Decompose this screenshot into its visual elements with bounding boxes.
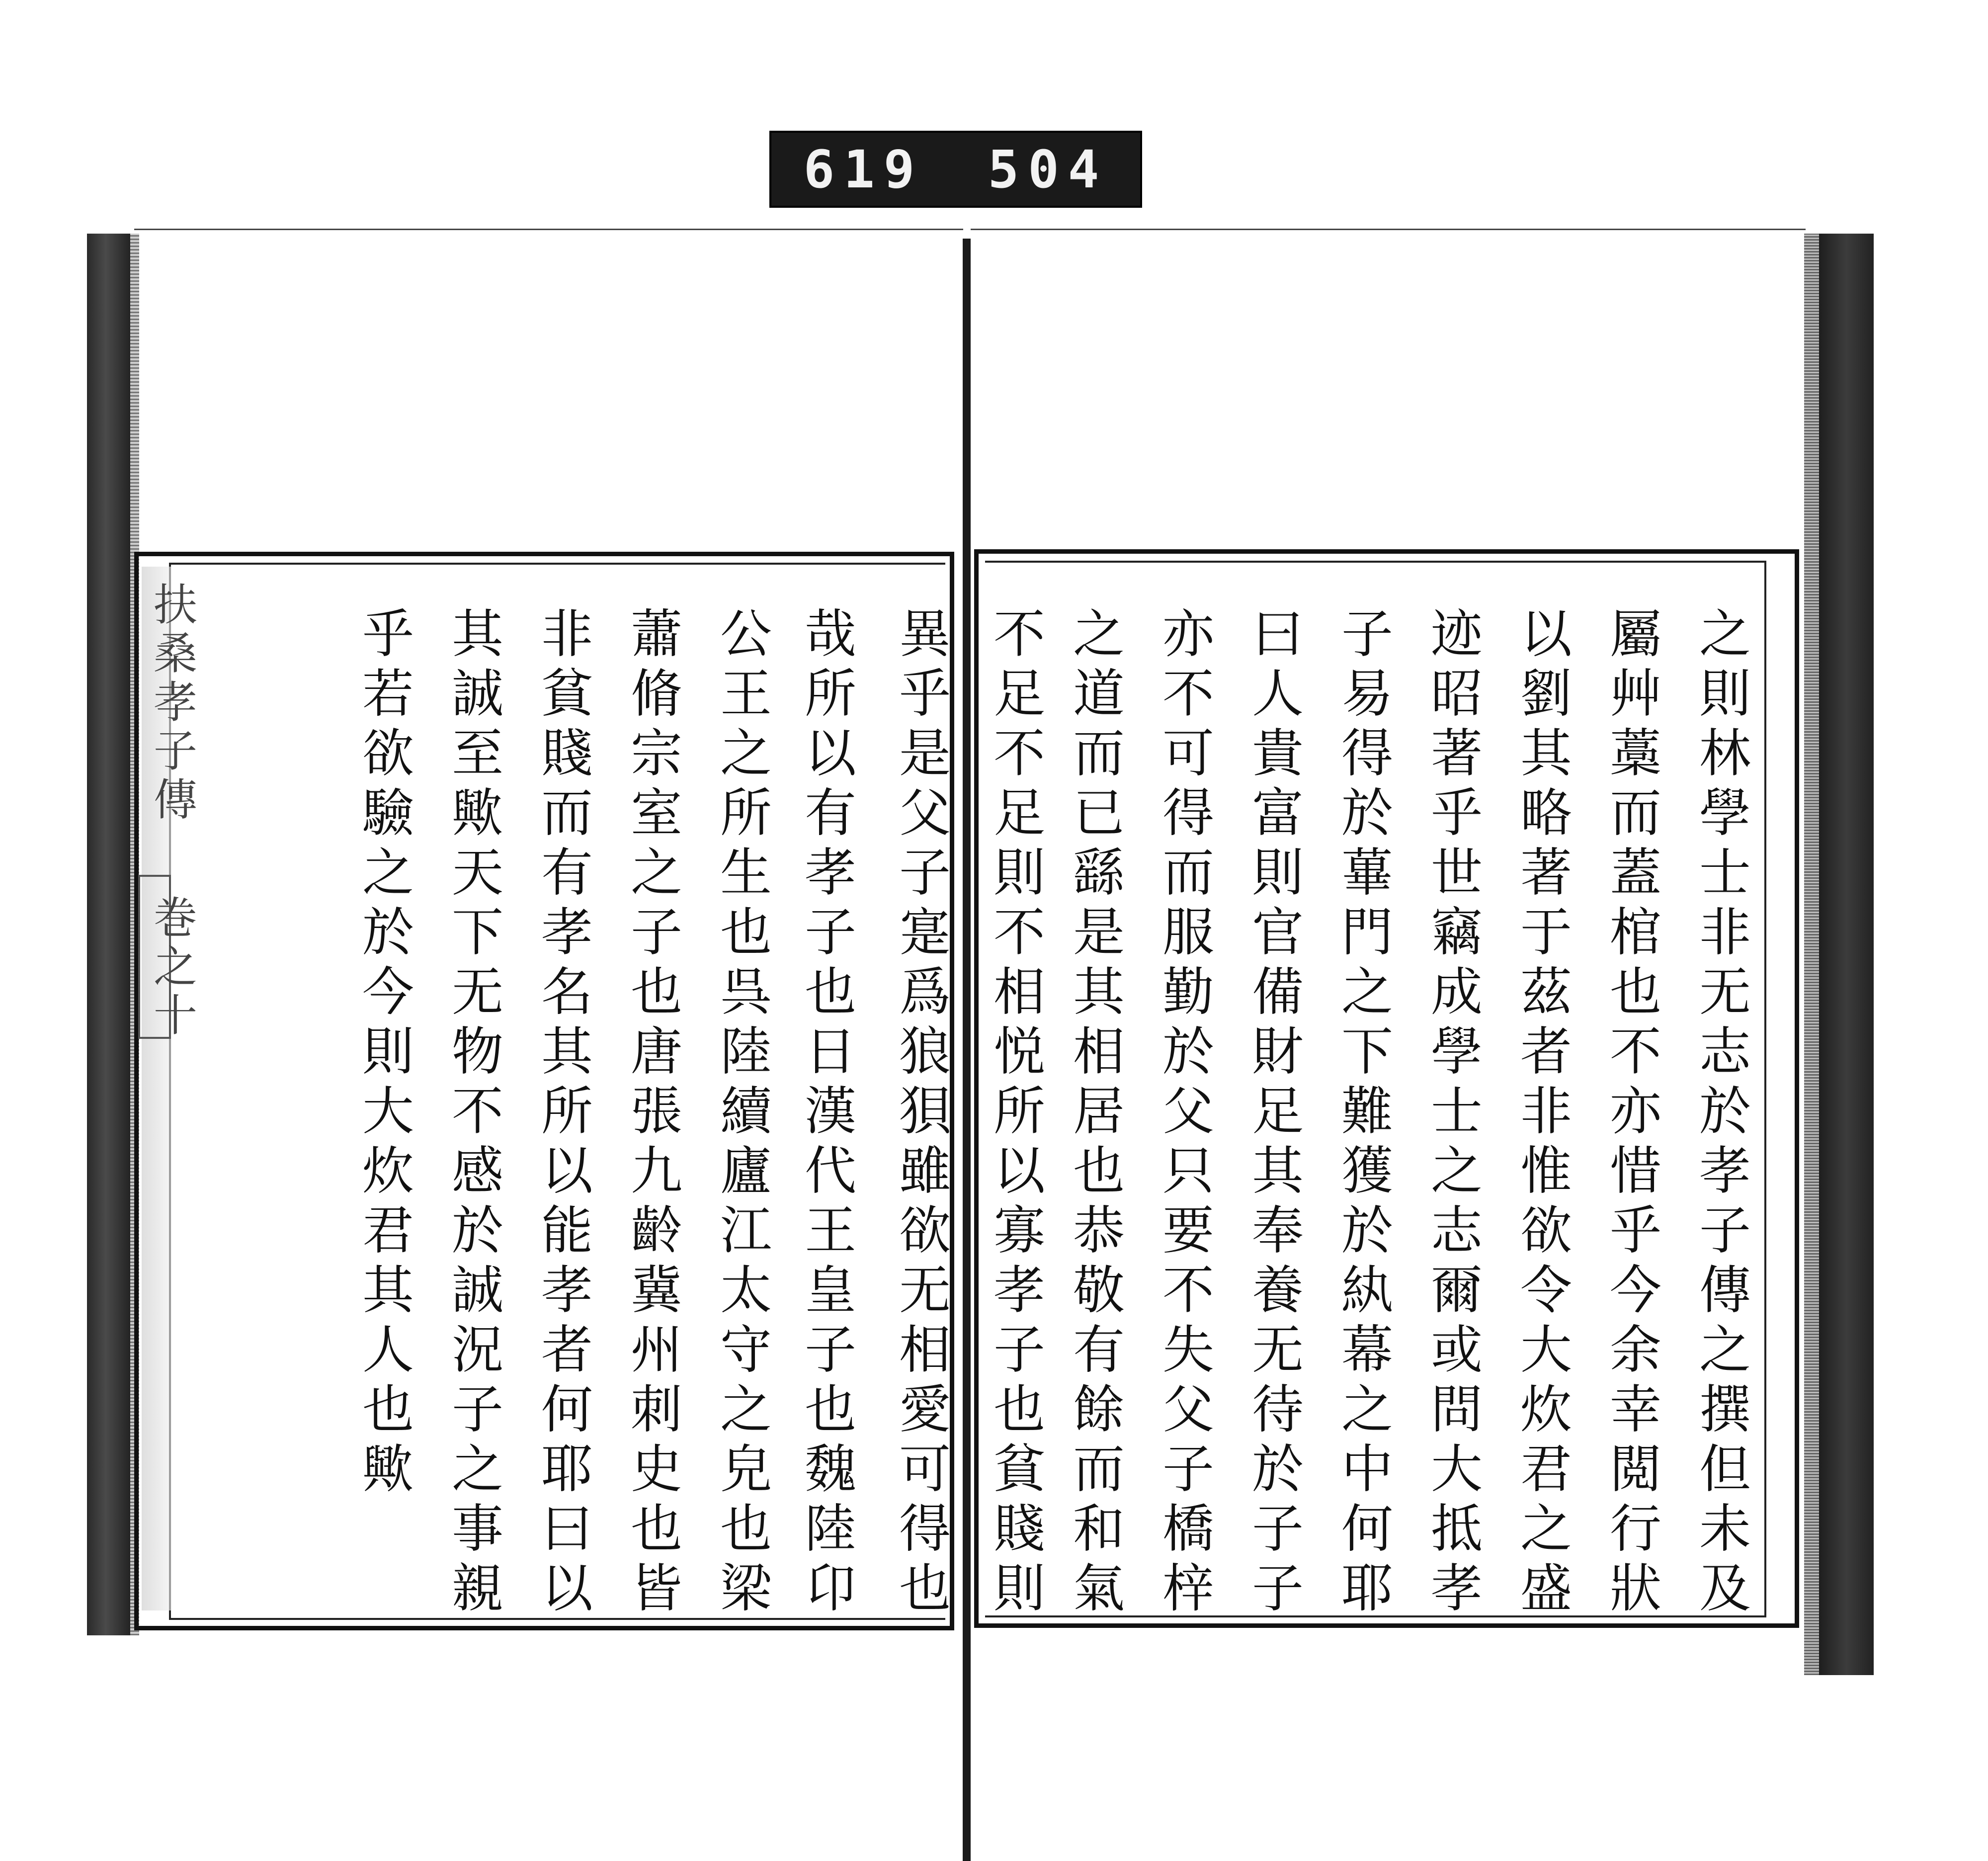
margin-volume: 巻之十 (147, 895, 198, 1041)
right-column-6: 曰人貴富則官備財足其奉養无待於子子 (1243, 606, 1304, 1620)
right-column-4: 迹昭著乎世竊成學士之志爾或問大抵孝 (1422, 606, 1483, 1620)
right-page-stack (1804, 234, 1819, 1675)
tag-left-number: 619 (803, 139, 924, 200)
book-gutter (963, 239, 971, 1861)
margin-book-title: 扶桑孝子傳 (147, 582, 198, 825)
right-book-edge (1819, 234, 1874, 1675)
left-column-2: 哉所以有孝子也日漢代王皇子也魏陸卬 (796, 606, 856, 1620)
right-column-1: 之則林學士非无志於孝子傳之撰但未及 (1690, 606, 1751, 1620)
left-column-6: 其誠至歟天下无物不感於誠況子之事親 (443, 606, 503, 1620)
right-column-8: 之道而已繇是其相居也恭敬有餘而和氣 (1064, 606, 1125, 1620)
left-column-5: 非貧賤而有孝名其所以能孝者何耶曰以 (532, 606, 593, 1620)
left-column-1: 異乎是父子寔爲狼狽雖欲无相愛可得也 (890, 606, 951, 1620)
right-column-9: 不足不足則不相悦所以寡孝子也貧賤則 (985, 606, 1045, 1620)
right-inner-top-rule (985, 561, 1766, 563)
left-inner-top-rule (169, 563, 945, 565)
left-column-4: 蕭脩宗室之子也唐張九齡冀州刺史也皆 (622, 606, 682, 1620)
left-column-7: 乎若欲驗之於今則大炊君其人也歟 (353, 606, 414, 1501)
right-inner-rule (1764, 561, 1766, 1617)
left-book-edge (87, 234, 134, 1635)
right-column-2: 屬艸藁而蓋棺也不亦惜乎今余幸閲行狀 (1601, 606, 1661, 1620)
left-column-3: 公王之所生也呉陸續廬江太守之皃也梁 (711, 606, 772, 1620)
catalog-tag (769, 131, 1142, 208)
right-column-3: 以劉其略著于茲者非惟欲令大炊君之盛 (1511, 606, 1572, 1620)
tag-right-number: 504 (988, 139, 1108, 200)
right-column-5: 子易得於蓽門之下難獲於紈幕之中何耶 (1332, 606, 1393, 1620)
right-column-7: 亦不可得而服勤於父只要不失父子橋梓 (1154, 606, 1214, 1620)
